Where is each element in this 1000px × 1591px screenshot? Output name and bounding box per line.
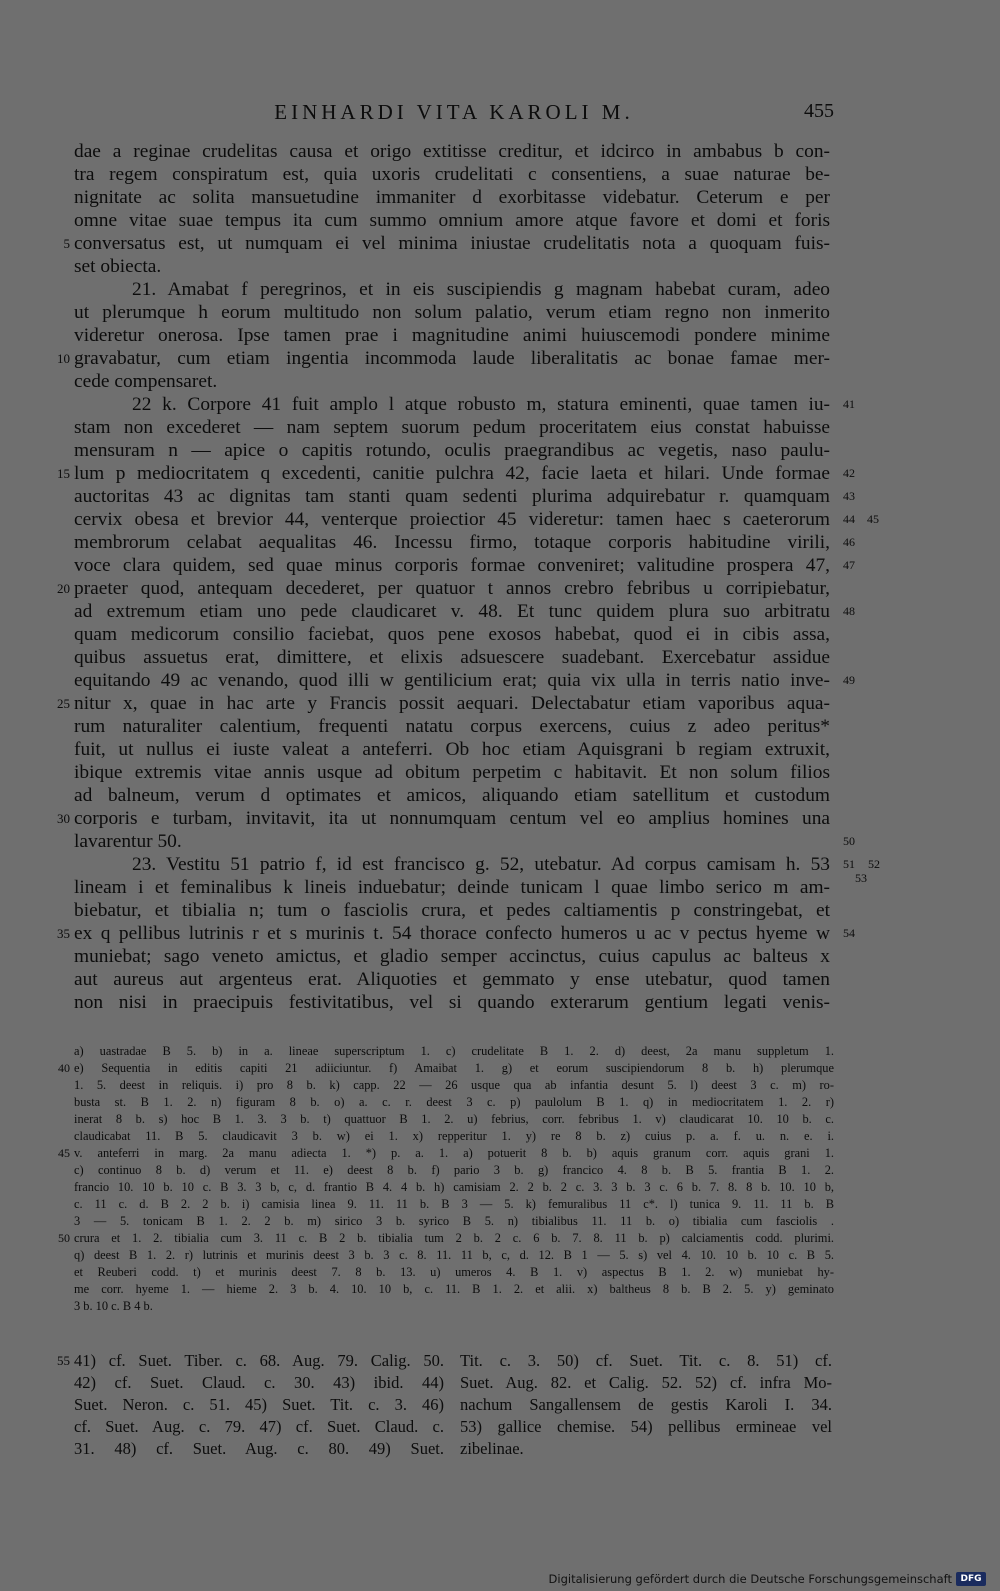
line-number: 10 — [57, 351, 70, 366]
text-line: corporis e turbam, invitavit, ita ut nonnumquam centum vel eo amplius homines una — [74, 808, 830, 829]
dfg-logo: DFG — [956, 1572, 986, 1586]
text-line: gravabatur, cum etiam ingentia incommoda laude liberalitatis ac bonae famae mer- — [74, 348, 830, 369]
margin-note: 42 — [843, 466, 855, 480]
variant-line: claudicabat 11. B 5. claudicavit 3 b. w) ei 1. x) repperitur 1. y) re 8 b. z) cuius p. a. f. u. n. e. i. — [74, 1129, 834, 1143]
variant-line: francio 10. 10 b. 10 c. B 3. 3 b, c, d. frantio B 4. 4 b. h) camisiam 2. 2 b. 2 c. 3. 3 b. 3 c. 6 b. 7. 8. 8 b. 10. 10 b, — [74, 1180, 834, 1194]
variant-line: q) deest B 1. 2. r) lutrinis et murinis deest 3 b. 3 c. 8. 11. 11 b, c, d. 12. B 1 — 5. s) vel 4. 10. 10 b. 10 c. B 5. — [74, 1248, 834, 1262]
text-line: ad balneum, verum d optimates et amicos, aliquando etiam satellitum et custodum — [74, 785, 830, 806]
running-title: EINHARDI VITA KAROLI M. — [274, 100, 634, 124]
variant-line: busta st. B 1. 2. n) figuram 8 b. o) a. c. r. deest 3 c. p) paulolum B 1. q) in mediocritatem 1. 2. r) — [74, 1095, 834, 1109]
page-number: 455 — [804, 100, 834, 122]
text-line: quibus assuetus erat, dimittere, et elixis adsuescere suadebant. Exercebatur assidue — [74, 647, 830, 668]
variant-line: 3 b. 10 c. B 4 b. — [74, 1299, 153, 1313]
variant-line: inerat 8 b. s) hoc B 1. 3. 3 b. t) quattuor B 1. 2. u) febrius, corr. febribus 1. v) claudicarat 10. 10 b. c. — [74, 1112, 834, 1126]
source-note-line: nachum Sangallensem de gestis Karoli I. 34. — [460, 1395, 832, 1414]
line-number: 40 — [58, 1061, 70, 1075]
variant-line: a) uastradae B 5. b) in a. lineae superscriptum 1. c) crudelitate B 1. 2. d) deest, 2a manu suppletum 1. — [74, 1044, 834, 1058]
margin-note: 41 — [843, 397, 855, 411]
text-line: ad extremum etiam uno pede claudicaret v. 48. Et tunc quidem plura suo arbitratu — [74, 601, 830, 622]
source-note-line: cf. Suet. Aug. c. 79. 47) cf. Suet. Claud. c. — [74, 1417, 444, 1436]
margin-note: 44 — [843, 512, 855, 526]
source-note-line: Suet. Neron. c. 51. 45) Suet. Tit. c. 3. 46) — [74, 1395, 444, 1414]
text-line: ut plerumque h eorum multitudo non solum palatio, verum etiam regno non inmerito — [74, 302, 830, 323]
text-line: mensuram n — apice o capitis rotundo, oculis praegrandibus ac vegetis, naso paulu- — [74, 440, 830, 461]
text-line: quam medicorum consilio faciebat, quos pene exosos habebat, quod ei in cibis assa, — [74, 624, 830, 645]
line-number: 20 — [57, 581, 70, 596]
text-line: fuit, ut nullus ei iuste valeat a anteferri. Ob hoc etiam Aquisgrani b regiam extruxit, — [74, 739, 830, 760]
text-line: non nisi in praecipuis festivitatibus, vel si quando exterarum gentium legati venis- — [74, 992, 830, 1013]
digitization-footer — [549, 1570, 986, 1588]
margin-note: 45 — [867, 512, 879, 526]
text-line: voce clara quidem, sed quae minus corporis formae conveniret; valitudine prospera 47, — [74, 555, 830, 576]
margin-note: 54 — [843, 926, 855, 940]
variant-line: e) Sequentia in editis capiti 21 adiiciuntur. f) Amaibat 1. g) et eorum suscipiendorum 8 b. h) plerumque — [74, 1061, 834, 1075]
text-line: ex q pellibus lutrinis r et s murinis t. 54 thorace confecto humeros u ac v pectus hyeme w — [74, 923, 830, 944]
text-line: conversatus est, ut numquam ei vel minima iniustae crudelitatis nota a quoquam fuis- — [74, 233, 830, 254]
source-note-line: 41) cf. Suet. Tiber. c. 68. Aug. 79. Calig. 50. — [74, 1351, 444, 1370]
text-line: membrorum celabat aequalitas 46. Incessu firmo, totaque corporis habitudine virili, — [74, 532, 830, 553]
text-line: stam non excederet — nam septem suorum pedum proceritatem eius constat habuisse — [74, 417, 830, 438]
margin-note: 50 — [843, 834, 855, 848]
variant-line: c) continuo 8 b. d) verum et 11. e) deest 8 b. f) pario 3 b. g) francico 4. 8 b. B 5. frantia B 1. 2. — [74, 1163, 834, 1177]
margin-note: 46 — [843, 535, 855, 549]
margin-note: 48 — [843, 604, 855, 618]
source-note-line: Suet. Aug. 82. et Calig. 52. 52) cf. infra Mo- — [460, 1373, 832, 1392]
text-line: cede compensaret. — [74, 371, 218, 392]
line-number: 50 — [58, 1231, 70, 1245]
text-line: lavarentur 50. — [74, 831, 182, 852]
line-number: 35 — [57, 926, 70, 941]
line-number: 45 — [58, 1146, 70, 1160]
source-note-line: 31. 48) cf. Suet. Aug. c. 80. 49) Suet. — [74, 1439, 444, 1458]
variant-line: 3 — 5. tonicam B 1. 2. 2 b. m) sirico 3 b. syrico B 5. n) tibialibus 11. 11 b. o) tibialia cum fasciolis . — [74, 1214, 834, 1228]
line-number: 25 — [57, 696, 70, 711]
text-line: lineam i et feminalibus k lineis induebatur; deinde tunicam l quae limbo serico m am- — [74, 877, 830, 898]
line-number: 30 — [57, 811, 70, 826]
text-line: omne vitae suae tempus ita cum summo omnium amore atque favore et domi et foris — [74, 210, 830, 231]
margin-note: 52 — [868, 857, 880, 871]
variant-line: me corr. hyeme 1. — hieme 2. 3 b. 4. 10. 10 b, c. 11. B 1. 2. et alii. x) baltheus 8 b. B 2. 5. y) geminato — [74, 1282, 834, 1296]
variant-line: c. 11 c. d. B 2. 2 b. i) camisia linea 9. 11. 11 b. B 3 — 5. k) femuralibus 11 c*. l) tunica 9. 11. 11 b. B — [74, 1197, 834, 1211]
text-line: muniebat; sago veneto amictus, et gladio semper accinctus, cuius capulus ac balteus x — [74, 946, 830, 967]
line-number: 55 — [57, 1353, 70, 1368]
variant-line: crura et 1. 2. tibialia cum 3. 11 c. B 2 b. tibialia tum 2 b. 2 c. 6 b. 7. 8. 11 b. p) calciamentis codd. plurimi. — [74, 1231, 834, 1245]
margin-note: 47 — [843, 558, 855, 572]
text-line: lum p mediocritatem q excedenti, canitie pulchra 42, facie laeta et hilari. Unde formae — [74, 463, 830, 484]
margin-note: 43 — [843, 489, 855, 503]
variant-line: et Reuberi codd. t) et murinis deest 7. 8 b. 13. u) umeros 4. B 1. v) aspectus B 1. 2. w) muniebat hy- — [74, 1265, 834, 1279]
source-note-line: 53) gallice chemise. 54) pellibus ermineae vel — [460, 1417, 832, 1436]
text-line: tra regem conspiratum est, quia uxoris crudelitati c consentiens, a suae naturae be- — [74, 164, 830, 185]
text-line: nitur x, quae in hac arte y Francis possit aequari. Delectabatur etiam vaporibus aqua- — [74, 693, 830, 714]
margin-note: 53 — [855, 871, 867, 885]
text-line: videretur onerosa. Ipse tamen prae i magnitudine animi huiuscemodi pondere minime — [74, 325, 830, 346]
text-line: dae a reginae crudelitas causa et origo extitisse creditur, et idcirco in ambabus b con- — [74, 141, 830, 162]
line-number: 15 — [57, 466, 70, 481]
text-line: cervix obesa et brevior 44, venterque proiectior 45 videretur: tamen haec s caeterorum — [74, 509, 830, 530]
source-note-line: 42) cf. Suet. Claud. c. 30. 43) ibid. 44) — [74, 1373, 444, 1392]
text-line: 23. Vestitu 51 patrio f, id est francisco g. 52, utebatur. Ad corpus camisam h. 53 — [132, 854, 830, 875]
text-line: nignitate ac solita mansuetudine immaniter d exorbitasse videbatur. Ceterum e per — [74, 187, 830, 208]
line-number: 5 — [63, 236, 70, 251]
text-line: equitando 49 ac venando, quod illi w gentilicium erat; quia vix ulla in terris natio inve- — [74, 670, 830, 691]
footer-text: Digitalisierung gefördert durch die Deutsche Forschungsgemeinschaft — [548, 1572, 952, 1586]
running-header — [74, 100, 834, 126]
text-line: rum naturaliter calentium, frequenti natatu corpus exercens, cuius z adeo peritus* — [74, 716, 830, 737]
source-note-line: zibelinae. — [460, 1439, 524, 1458]
text-line: ibique extremis vitae annis usque ad obitum perpetim c habitavit. Et non solum filios — [74, 762, 830, 783]
margin-note: 49 — [843, 673, 855, 687]
text-line: 21. Amabat f peregrinos, et in eis suscipiendis g magnam habebat curam, adeo — [132, 279, 830, 300]
text-line: set obiecta. — [74, 256, 162, 277]
text-line: praeter quod, antequam decederet, per quatuor t annos crebro febribus u corripiebatur, — [74, 578, 830, 599]
variant-line: 1. 5. deest in reliquis. i) pro 8 b. k) capp. 22 — 26 usque qua ab infantia desunt 5. l) deest 3 c. m) ro- — [74, 1078, 834, 1092]
text-line: biebatur, et tibialia n; tum o fasciolis crura, et pedes caltiamentis p constringebat, et — [74, 900, 830, 921]
text-line: 22 k. Corpore 41 fuit amplo l atque robusto m, statura eminenti, quae tamen iu- — [132, 394, 830, 415]
margin-note: 51 — [843, 857, 855, 871]
variant-line: v. anteferri in marg. 2a manu adiecta 1. *) p. a. 1. a) potuerit 8 b. b) aquis granum corr. aquis grani 1. — [74, 1146, 834, 1160]
text-line: auctoritas 43 ac dignitas tam stanti quam sedenti plurima adquirebatur r. quamquam — [74, 486, 830, 507]
text-line: aut aureus aut argenteus erat. Aliquoties et gemmato y ense utebatur, quod tamen — [74, 969, 830, 990]
source-note-line: Tit. c. 3. 50) cf. Suet. Tit. c. 8. 51) cf. — [460, 1351, 832, 1370]
